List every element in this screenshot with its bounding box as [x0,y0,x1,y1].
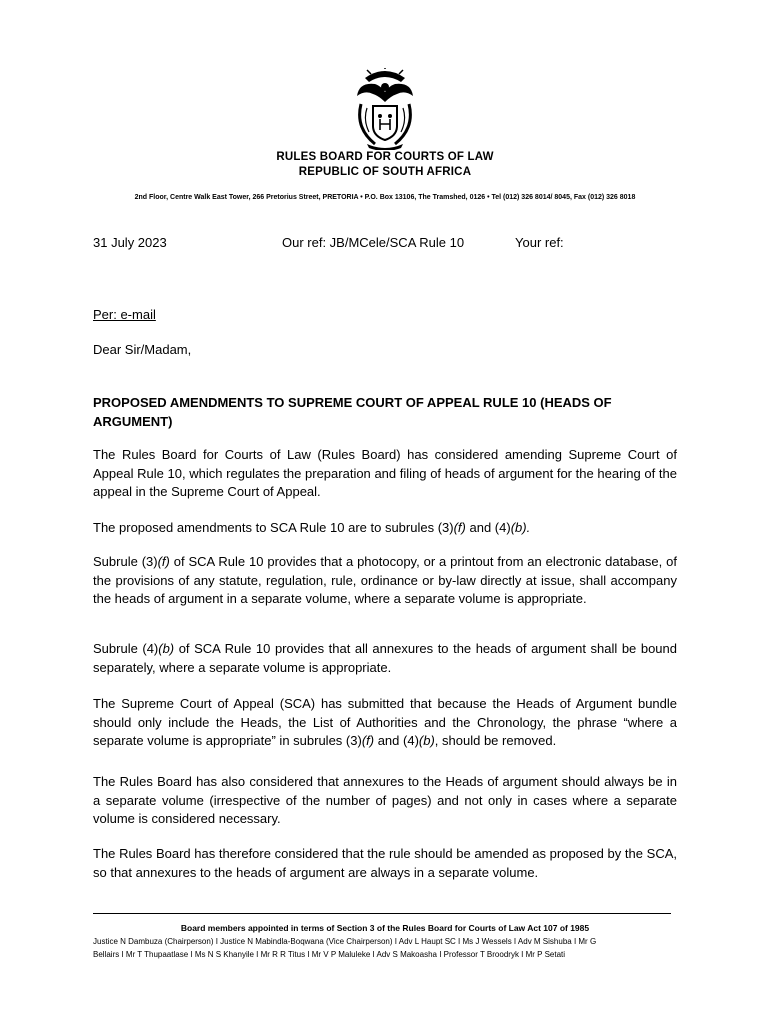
delivery-method: Per: e-mail [93,307,156,322]
org-name: RULES BOARD FOR COURTS OF LAW [276,151,494,163]
coat-of-arms-logo [345,68,425,150]
org-country: REPUBLIC OF SOUTH AFRICA [298,166,472,178]
paragraph-6: The Rules Board has also considered that annexures to the Heads of argument should always be in a separate volume (irrespective of the number of pages) and not only in cases where a separate volume is considered necessary. [93,774,677,826]
salutation: Dear Sir/Madam, [93,342,192,357]
footer-title: Board members appointed in terms of Section 3 of the Rules Board for Courts of Law Act 107 of 1985 [180,923,590,933]
letter-subject: PROPOSED AMENDMENTS TO SUPREME COURT OF APPEAL RULE 10 (HEADS OF ARGUMENT) [93,395,612,429]
paragraph-1: The Rules Board for Courts of Law (Rules Board) has considered amending Supreme Court of Appeal Rule 10, which regulates the preparation and filing of heads of argument for the hearing of the appeal in the Supreme Court of Appeal. [93,447,677,499]
org-address: 2nd Floor, Centre Walk East Tower, 266 Pretorius Street, PRETORIA • P.O. Box 13106, The Tramshed, 0126 • Tel (012) 326 8014/ 8045, Fax (012) 326 8018 [134,194,636,201]
paragraph-2: The proposed amendments to SCA Rule 10 are to subrules (3)(f) and (4)(b). [93,520,531,535]
our-reference: Our ref: JB/MCele/SCA Rule 10 [282,235,465,250]
your-reference: Your ref: [515,235,564,250]
paragraph-5: The Supreme Court of Appeal (SCA) has submitted that because the Heads of Argument bundle should only include the Heads, the List of Authorities and the Chronology, the phrase “where a separate volume is appropriate” in subrules (3)(f) and (4)(b), should be removed. [93,696,677,748]
board-members-line-1: Justice N Dambuza (Chairperson) I Justice N Mabindla-Boqwana (Vice Chairperson) I Adv L Haupt SC I Ms J Wessels I Adv M Sishuba I Mr G [93,937,597,946]
paragraph-4: Subrule (4)(b) of SCA Rule 10 provides that all annexures to the heads of argument shall be bound separately, where a separate volume is appropriate. [93,641,677,675]
letter-date: 31 July 2023 [93,235,167,250]
paragraph-3: Subrule (3)(f) of SCA Rule 10 provides that a photocopy, or a printout from an electronic database, of the provisions of any statute, regulation, rule, ordinance or by-law directly at issue, shall accompany the heads of argument in a separate volume, where a separate volume is appropriate. [93,554,677,606]
board-members-line-2: Bellairs I Mr T Thupaatlase I Ms N S Khanyile I Mr R R Titus I Mr V P Maluleke I Adv S Makoasha I Professor T Broodryk I Mr P Setati [93,950,566,959]
paragraph-7: The Rules Board has therefore considered that the rule should be amended as proposed by the SCA, so that annexures to the heads of argument are always in a separate volume. [93,846,677,880]
footer-divider [93,913,671,914]
